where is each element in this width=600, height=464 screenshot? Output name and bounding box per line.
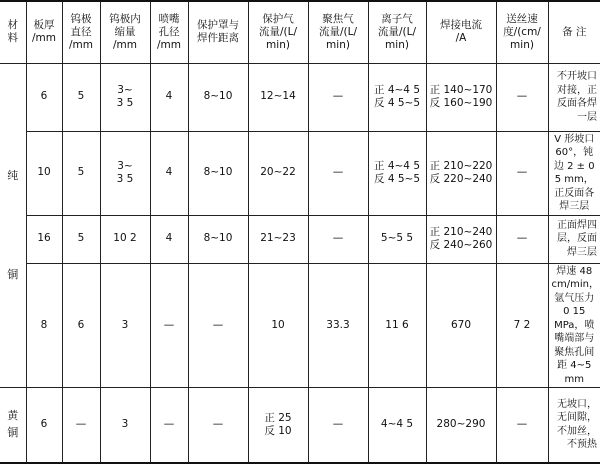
cell-plasma-gas: 5~5 5: [368, 215, 426, 263]
cell-thickness: 10: [26, 131, 62, 215]
cell-nozzle: 4: [150, 131, 188, 215]
cell-shield-gas: 10: [248, 263, 308, 388]
cell-distance: —: [188, 388, 248, 463]
cell-feed: —: [496, 63, 548, 131]
header-shield-gas-flow: 保护气 流量/(L/ min): [248, 1, 308, 63]
cell-shield-gas: 20~22: [248, 131, 308, 215]
cell-distance: 8~10: [188, 131, 248, 215]
cell-shield-gas: 12~14: [248, 63, 308, 131]
table-row: [0, 131, 600, 215]
cell-thickness: 8: [26, 263, 62, 388]
cell-feed: —: [496, 131, 548, 215]
cell-setback: 10 2: [100, 215, 150, 263]
cell-focus-gas: 33.3: [308, 263, 368, 388]
cell-current: 正 210~220 反 220~240: [426, 131, 496, 215]
table-row: [0, 263, 600, 388]
cell-focus-gas: —: [308, 63, 368, 131]
cell-electrode: 5: [62, 215, 100, 263]
cell-nozzle: —: [150, 388, 188, 463]
cell-electrode: 5: [62, 63, 100, 131]
cell-feed: —: [496, 215, 548, 263]
header-thickness: 板厚 /mm: [26, 1, 62, 63]
cell-shield-gas: 21~23: [248, 215, 308, 263]
cell-distance: 8~10: [188, 215, 248, 263]
cell-feed: —: [496, 388, 548, 463]
cell-feed: 7 2: [496, 263, 548, 388]
cell-setback: 3: [100, 263, 150, 388]
header-remarks: 备 注: [548, 1, 600, 63]
cell-nozzle: 4: [150, 63, 188, 131]
table-row: [0, 63, 600, 131]
cell-focus-gas: —: [308, 388, 368, 463]
cell-current: 280~290: [426, 388, 496, 463]
header-shield-distance: 保护罩与 焊件距离: [188, 1, 248, 63]
cell-distance: —: [188, 263, 248, 388]
cell-setback: 3~ 3 5: [100, 131, 150, 215]
cell-electrode: —: [62, 388, 100, 463]
cell-note: 不开坡口对接，正反面各焊一层: [548, 63, 600, 131]
cell-electrode: 6: [62, 263, 100, 388]
header-row: [0, 1, 600, 63]
cell-plasma-gas: 正 4~4 5 反 4 5~5: [368, 63, 426, 131]
cell-thickness: 6: [26, 63, 62, 131]
header-welding-current: 焊接电流 /A: [426, 1, 496, 63]
table-row: [0, 215, 600, 263]
cell-shield-gas: 正 25 反 10: [248, 388, 308, 463]
header-plasma-gas-flow: 离子气 流量/(L/ min): [368, 1, 426, 63]
header-nozzle-diameter: 喷嘴 孔径 /mm: [150, 1, 188, 63]
cell-focus-gas: —: [308, 215, 368, 263]
cell-plasma-gas: 4~4 5: [368, 388, 426, 463]
header-wire-feed-speed: 送丝速 度/(cm/ min): [496, 1, 548, 63]
table-row: [0, 388, 600, 463]
cell-thickness: 6: [26, 388, 62, 463]
cell-distance: 8~10: [188, 63, 248, 131]
cell-focus-gas: —: [308, 131, 368, 215]
cell-plasma-gas: 正 4~4 5 反 4 5~5: [368, 131, 426, 215]
cell-current: 正 210~240 反 240~260: [426, 215, 496, 263]
cell-electrode: 5: [62, 131, 100, 215]
cell-current: 670: [426, 263, 496, 388]
cell-note: 无坡口，无间隙，不加丝，不预热: [548, 388, 600, 463]
cell-thickness: 16: [26, 215, 62, 263]
material-brass: 黄 铜: [0, 388, 26, 463]
cell-nozzle: —: [150, 263, 188, 388]
cell-note: V 形坡口60°，钝边 2 ± 0 5 mm，正反面各焊三层: [548, 131, 600, 215]
header-electrode-setback: 钨极内 缩量 /mm: [100, 1, 150, 63]
header-electrode-diameter: 钨极 直径 /mm: [62, 1, 100, 63]
cell-setback: 3~ 3 5: [100, 63, 150, 131]
header-focus-gas-flow: 聚焦气 流量/(L/ min): [308, 1, 368, 63]
cell-setback: 3: [100, 388, 150, 463]
material-pure-copper: 纯 铜: [0, 63, 26, 388]
cell-current: 正 140~170 反 160~190: [426, 63, 496, 131]
cell-nozzle: 4: [150, 215, 188, 263]
cell-plasma-gas: 11 6: [368, 263, 426, 388]
cell-note: 正面焊四层，反面焊三层: [548, 215, 600, 263]
cell-note: 焊速 48 cm/min，氩气压力 0 15 MPa，喷嘴端部与聚焦孔间距 4~5 mm: [548, 263, 600, 388]
header-material: 材 料: [0, 1, 26, 63]
